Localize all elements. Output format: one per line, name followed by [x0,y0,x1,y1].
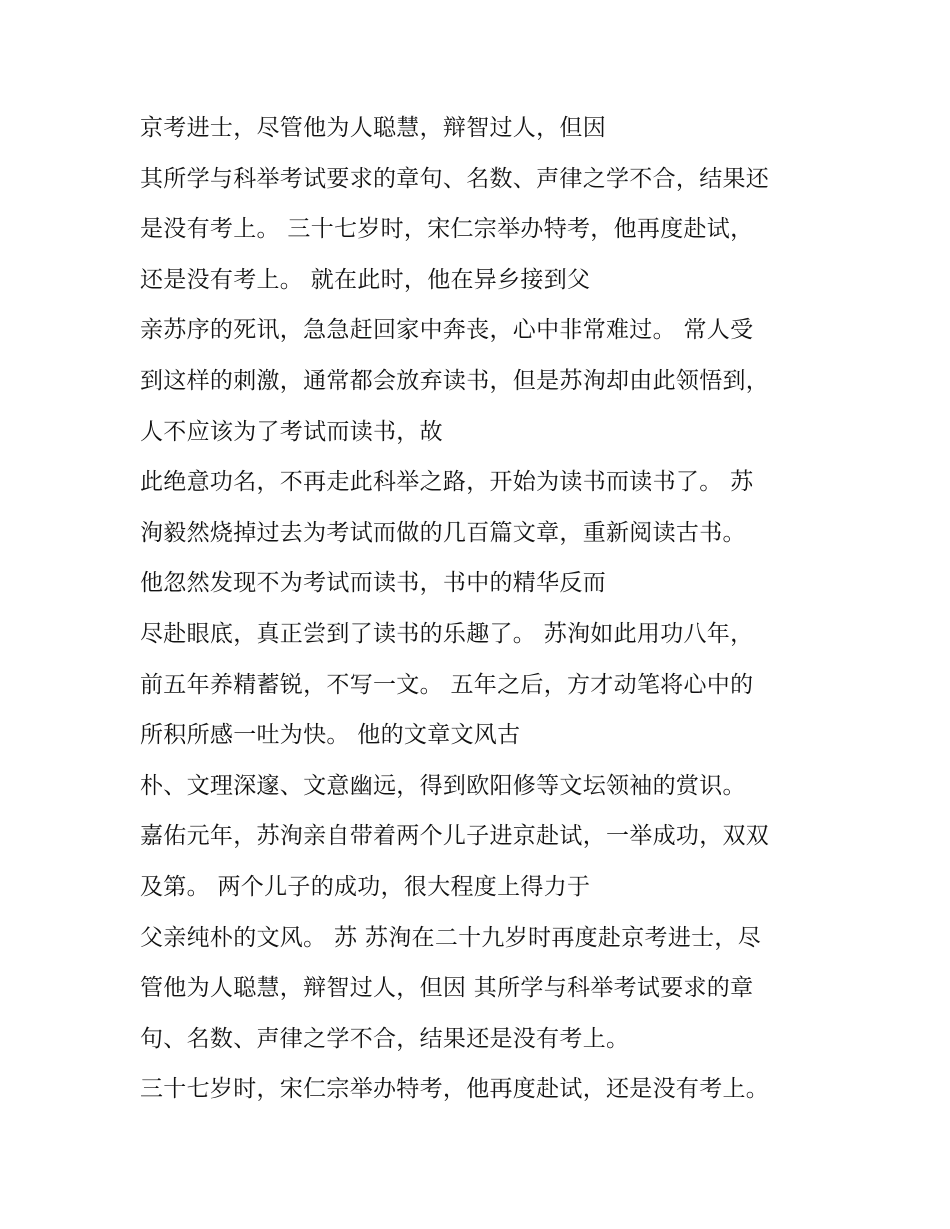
text-line: 还是没有考上。 就在此时，他在异乡接到父 [140,266,591,293]
text-line: 到这样的刺激，通常都会放弃读书，但是苏洵却由此领悟到， [140,367,770,394]
text-line: 所积所感一吐为快。 他的文章文风古 [140,722,521,749]
document-body [140,110,830,1122]
text-line: 句、名数、声律之学不合，结果还是没有考上。 [140,1025,630,1052]
text-line: 及第。 两个儿子的成功，很大程度上得力于 [140,873,591,900]
text-line: 洵毅然烧掉过去为考试而做的几百篇文章，重新阅读古书。 [140,519,746,546]
text-line: 其所学与科举考试要求的章句、名数、声律之学不合，结果还 [140,165,770,192]
text-line: 人不应该为了考试而读书，故 [140,418,443,445]
text-line: 尽赴眼底，真正尝到了读书的乐趣了。 苏洵如此用功八年， [140,620,754,647]
text-line: 管他为人聪慧，辩智过人，但因 其所学与科举考试要求的章 [140,975,754,1002]
text-line: 朴、文理深邃、文意幽远，得到欧阳修等文坛领袖的赏识。 [140,772,746,799]
text-line: 三十七岁时，宋仁宗举办特考，他再度赴试，还是没有考上。 [140,1076,770,1103]
text-line: 京考进士，尽管他为人聪慧，辩智过人，但因 [140,115,606,141]
text-line: 父亲纯朴的文风。 苏 苏洵在二十九岁时再度赴京考进士，尽 [140,924,762,951]
text-line: 嘉佑元年，苏洵亲自带着两个儿子进京赴试，一举成功，双双 [140,823,770,850]
text-line: 亲苏序的死讯，急急赶回家中奔丧，心中非常难过。 常人受 [140,317,754,344]
text-line: 前五年养精蓄锐，不写一文。 五年之后，方才动笔将心中的 [140,671,754,698]
text-line: 是没有考上。 三十七岁时，宋仁宗举办特考，他再度赴试， [140,216,754,243]
text-line: 他忽然发现不为考试而读书，书中的精华反而 [140,570,606,597]
text-line: 此绝意功名，不再走此科举之路，开始为读书而读书了。 苏 [140,469,754,496]
